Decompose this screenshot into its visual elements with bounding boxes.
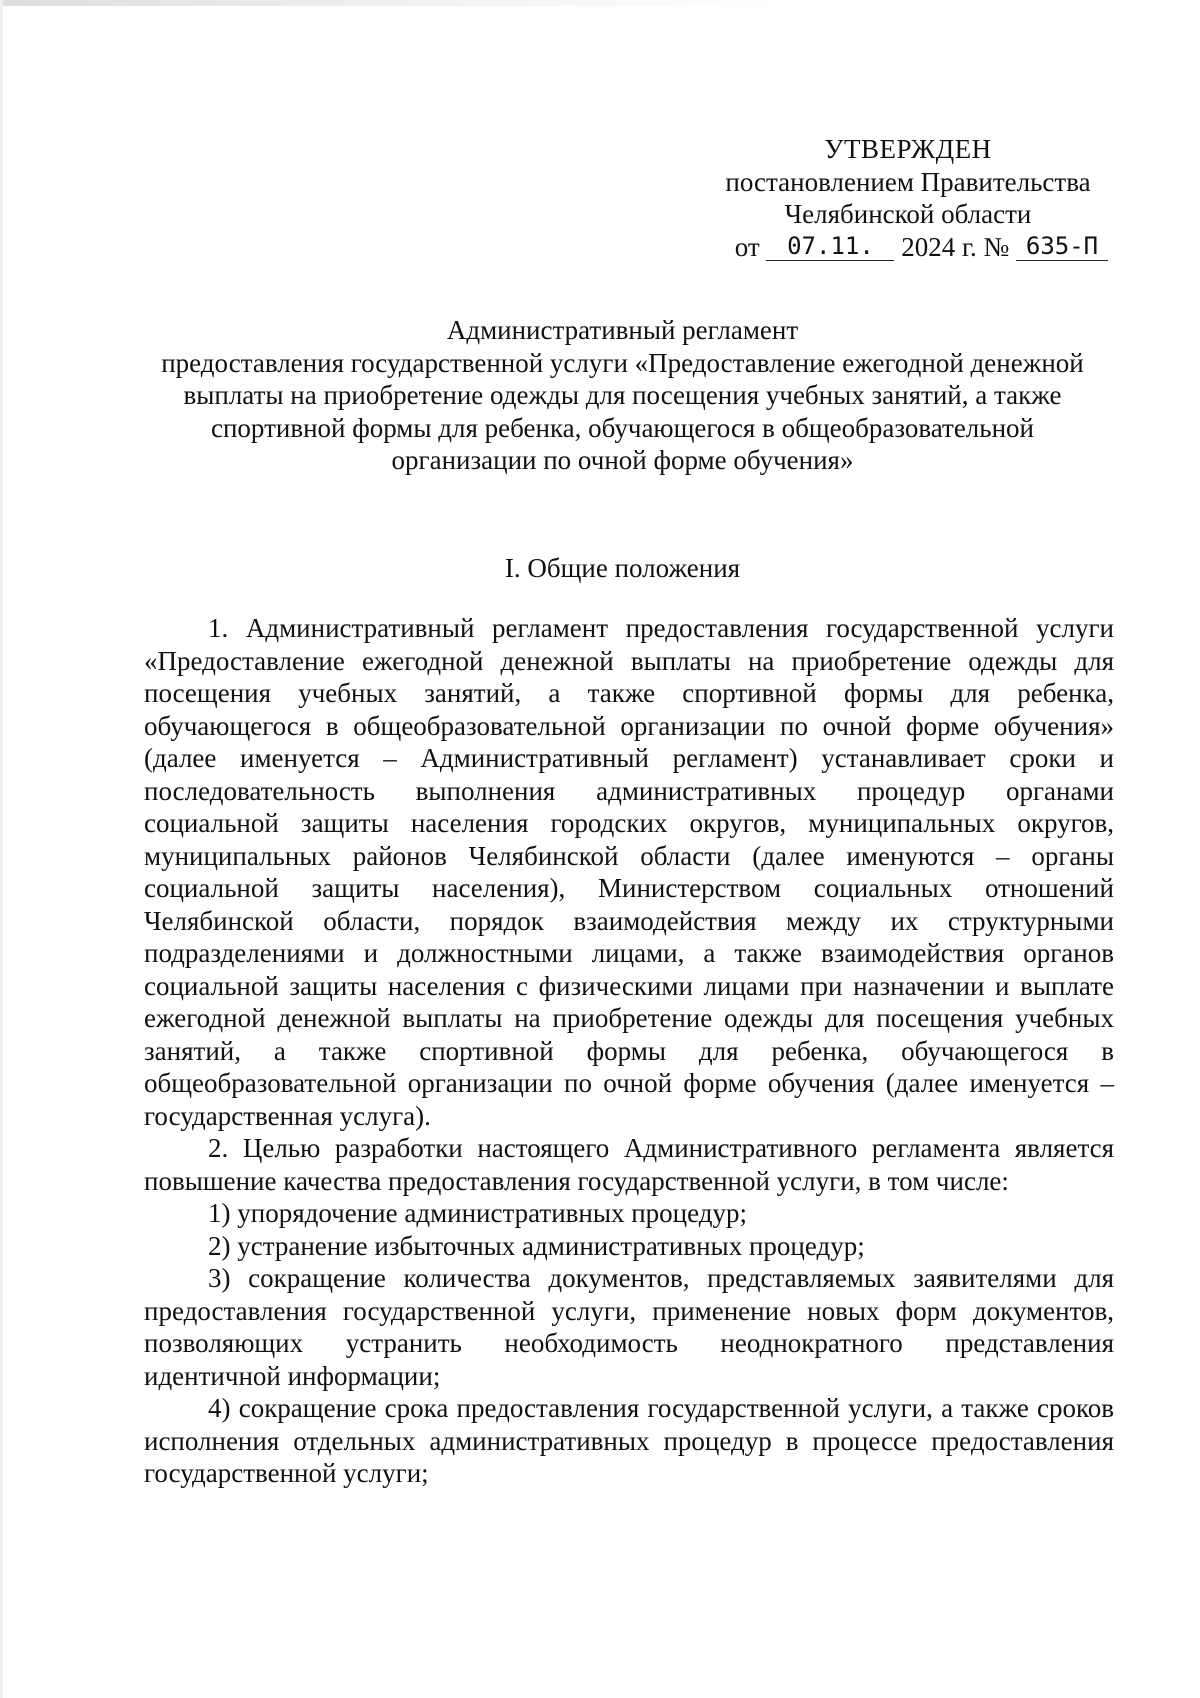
section-heading: I. Общие положения xyxy=(504,553,741,583)
list-item: 1) упорядочение административных процедур; xyxy=(208,1198,747,1228)
scan-left-artifact xyxy=(0,0,3,1698)
title-line: спортивной формы для ребенка, обучающегося в общеобразовательной xyxy=(211,412,1034,443)
title-line: организации по очной форме обучения» xyxy=(391,445,854,475)
paragraph: 2. Целью разработки настоящего Административного регламента является повышение качества предоставления государственной услуги, в том числе: xyxy=(144,1133,1114,1196)
list-item: 4) сокращение срока предоставления государственной услуги, а также сроков исполнения отдельных административных процедур в процессе предоставления государственной услуги; xyxy=(144,1393,1114,1488)
approval-date-line xyxy=(708,231,1108,264)
document-title xyxy=(130,314,1115,477)
year-text: 2024 г. № xyxy=(901,231,1010,262)
approval-title: УТВЕРЖДЕН xyxy=(824,134,992,164)
approval-line-2: Челябинской области xyxy=(784,199,1032,229)
title-line: выплаты на приобретение одежды для посещения учебных занятий, а также xyxy=(183,380,1062,410)
list-item: 3) сокращение количества документов, представляемых заявителями для предоставления государственной услуги, применение новых форм документов, позволяющих устранить необходимость неоднократного представления идентичной информации; xyxy=(144,1263,1114,1391)
document-body xyxy=(144,612,1114,1490)
list-item: 2) устранение избыточных административных процедур; xyxy=(208,1230,865,1261)
approval-stamp xyxy=(708,133,1108,263)
paragraph: 1. Административный регламент предоставления государственной услуги «Предоставление ежегодной денежной выплаты на приобретение одежды для посещения учебных занятий, а также спортивной формы для ребенка, обучающегося в общеобразовательной организации по очной форме обучения» (далее именуется – Административный регламент) устанавливает сроки и последовательность выполнения административных процедур органами социальной защиты населения городских округов, муниципальных округов, муниципальных районов Челябинской области (далее именуются – органы социальной защиты населения), Министерством социальных отношений Челябинской области, порядок взаимодействия между их структурными подразделениями и должностными лицами, а также взаимодействия органов социальной защиты населения с физическими лицами при назначении и выплате ежегодной денежной выплаты на приобретение одежды для посещения учебных занятий, а также спортивной формы для ребенка, обучающегося в общеобразовательной организации по очной форме обучения (далее именуется – государственная услуга). xyxy=(144,613,1114,1131)
date-prefix: от xyxy=(734,231,760,262)
number-field: 635-П xyxy=(1016,232,1108,261)
approval-line-1: постановлением Правительства xyxy=(725,166,1091,197)
date-field: 07.11. xyxy=(766,232,894,261)
scan-edge-artifact xyxy=(0,0,780,6)
title-line: предоставления государственной услуги «Предоставление ежегодной денежной xyxy=(161,347,1084,378)
title-line: Административный регламент xyxy=(446,315,799,345)
